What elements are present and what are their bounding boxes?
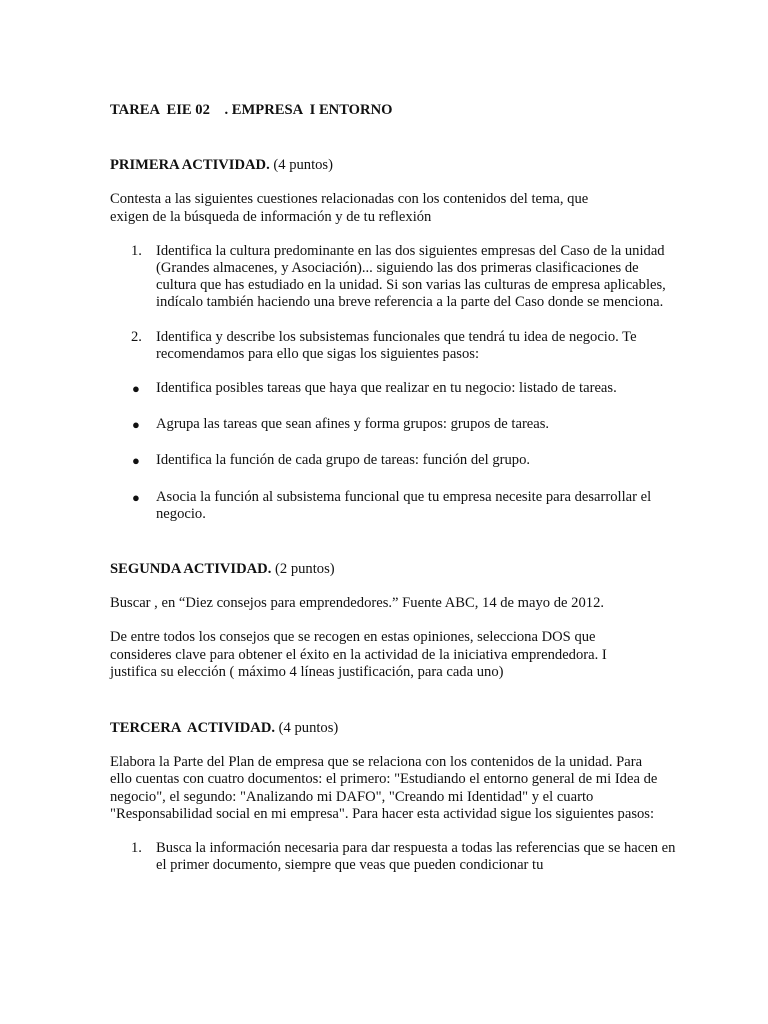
item-text: Busca la información necesaria para dar respuesta a todas las referencias que se hacen en el primer documento, siempre que veas que pueden condicionar tu (156, 840, 676, 874)
bullet-icon: ● (132, 453, 140, 469)
primera-actividad-label: PRIMERA ACTIVIDAD. (110, 157, 270, 174)
primera-bullet-3 (110, 452, 670, 469)
segunda-actividad-label: SEGUNDA ACTIVIDAD. (110, 561, 272, 578)
segunda-paragraph-1: Buscar , en “Diez consejos para emprendedores.” Fuente ABC, 14 de mayo de 2012. (110, 595, 605, 612)
tercera-item-1 (110, 840, 678, 874)
primera-bullet-4 (110, 489, 656, 523)
primera-item-2 (110, 329, 656, 363)
segunda-actividad-points: (2 puntos) (271, 561, 335, 578)
bullet-text: Asocia la función al subsistema funcional que tu empresa necesite para desarrollar el negocio. (156, 488, 652, 522)
primera-item-1 (110, 243, 668, 312)
item-number: 1. (131, 840, 142, 857)
tercera-actividad-points: (4 puntos) (275, 720, 339, 737)
bullet-text: Agrupa las tareas que sean afines y forma grupos: grupos de tareas. (156, 416, 550, 433)
item-text: Identifica la cultura predominante en las dos siguientes empresas del Caso de la unidad (Grandes almacenes, y Asociación)... siguiendo las dos primeras clasificaciones de cultura que has estudiado en la unidad. Si son varias las culturas de empresa aplicables, indícalo también haciendo una breve referencia a la parte del Caso donde se menciona. (156, 242, 666, 311)
primera-bullet-1 (110, 380, 670, 397)
segunda-actividad-heading (110, 561, 670, 578)
primera-actividad-heading (110, 157, 670, 174)
document-title: TAREA EIE 02 . EMPRESA I ENTORNO (110, 102, 393, 118)
bullet-icon: ● (132, 489, 140, 505)
item-text: Identifica y describe los subsistemas funcionales que tendrá tu idea de negocio. Te recomendamos para ello que sigas los siguientes pasos: (156, 328, 637, 362)
bullet-icon: ● (132, 381, 140, 397)
bullet-text: Identifica posibles tareas que haya que realizar en tu negocio: listado de tareas. (156, 380, 617, 397)
bullet-icon: ● (132, 417, 140, 433)
item-number: 1. (131, 242, 142, 259)
primera-actividad-points: (4 puntos) (269, 157, 333, 174)
bullet-text: Identifica la función de cada grupo de tareas: función del grupo. (156, 452, 531, 469)
primera-intro-paragraph: Contesta a las siguientes cuestiones relacionadas con los contenidos del tema, que exigen de la búsqueda de información y de tu reflexión (110, 191, 589, 225)
segunda-paragraph-2: De entre todos los consejos que se recogen en estas opiniones, selecciona DOS que consideres clave para obtener el éxito en la actividad de la iniciativa emprendedora. I justifica su elección ( máximo 4 líneas justificación, para cada uno) (110, 629, 607, 680)
primera-bullet-2 (110, 416, 670, 433)
item-number: 2. (131, 328, 142, 345)
tercera-paragraph-1: Elabora la Parte del Plan de empresa que se relaciona con los contenidos de la unidad. Para ello cuentas con cuatro documentos: el primero: "Estudiando el entorno general de mi Idea de negocio", el segundo: "Analizando mi DAFO", "Creando mi Identidad" y el cuarto "Responsabilidad social en mi empresa". Para hacer esta actividad sigue los siguientes pasos: (110, 754, 658, 822)
document-page (110, 102, 676, 874)
tercera-actividad-heading (110, 720, 670, 737)
tercera-actividad-label: TERCERA ACTIVIDAD. (110, 720, 276, 737)
